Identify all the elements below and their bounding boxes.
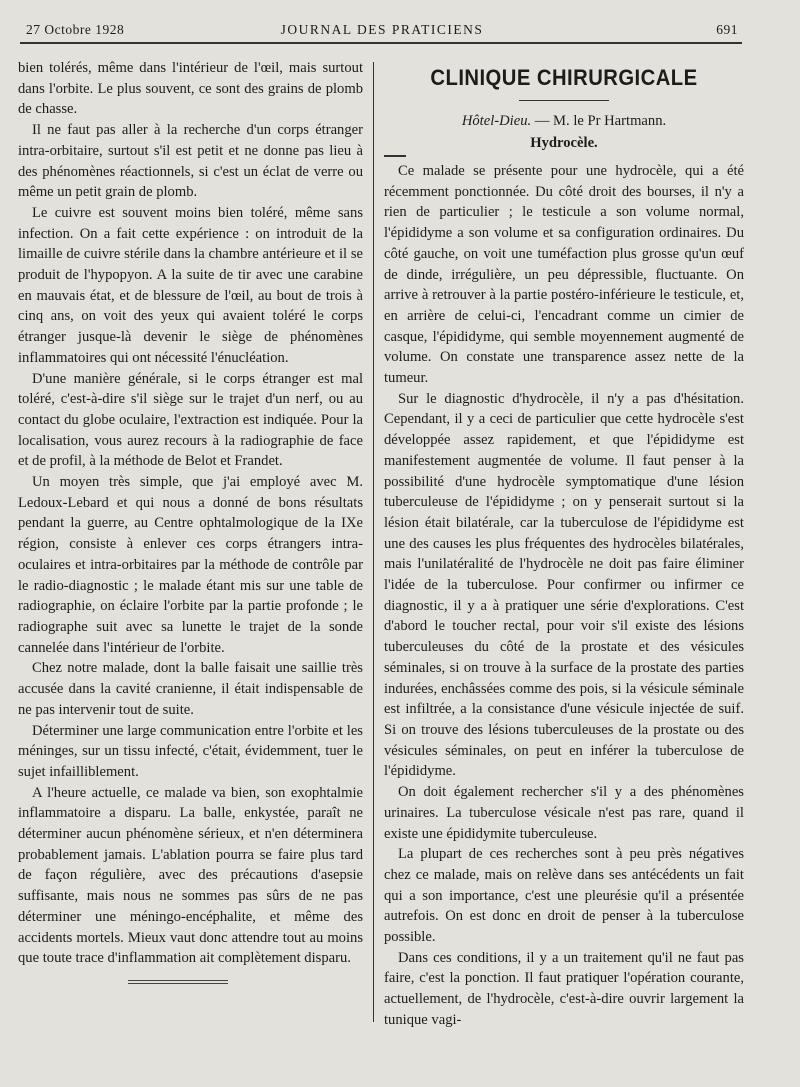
byline-place: Hôtel-Dieu. [461,113,532,129]
header-rule [20,42,742,44]
right-column [384,58,744,1078]
paragraph: Sur le diagnostic d'hydrocèle, il n'y a pas d'hésitation. Cependant, il y a ceci de particulier que cette hydrocèle s'est développée assez rapidement, et que l'épididyme est manifestement augmentée de volume. Il faut penser à la possibilité d'une hydrocèle symptomatique d'une lésion tuberculeuse de l'épididyme ; on y penserait surtout si la lésion était bilatérale, car la tuberculose de l'épididyme est une des causes les plus fréquentes des hydrocèles bilatérales, mais l'unilatéralité de l'hydrocèle ne doit pas faire éliminer l'idée de la tuberculose. Pour confirmer ou infirmer ce diagnostic, il y a à pratiquer une série d'explorations. C'est d'abord le toucher rectal, pour voir s'il existe des lésions tuberculeuses du côté de la prostate et des vésicules séminales, si on trouve à la surface de la prostate des parties indurées, enchâssées comme des pois, si la vésicule séminale est infiltrée, a la consistance d'une vésicule injectée de suif. Si on trouve des lésions tuberculeuses de la prostate ou des vésicules séminales, on peut en inférer la tuberculose de l'épididyme. [384,390,744,780]
paragraph: Chez notre malade, dont la balle faisait une saillie très accusée dans la cavité cranienne, il était indispensable de ne pas intervenir tout de suite. [18,660,363,718]
title-rule [519,100,609,101]
article-end-rule [128,980,228,984]
journal-title: JOURNAL DES PRATICIENS [280,22,484,37]
paragraph: La plupart de ces recherches sont à peu près négatives chez ce malade, mais on relève dans ses antécédents un fait qui a son importance, c'est une pleurésie qu'il a présentée autrefois. On est donc en droit de penser à la tuberculose possible. [384,846,744,946]
paragraph: D'une manière générale, si le corps étranger est mal toléré, c'est-à-dire s'il siège sur le trajet d'un nerf, ou au contact du globe oculaire, l'extraction est indiquée. Pour la localisation, vous aurez recours à la radiographie de face et de profil, à la méthode de Belot et Frandet. [18,370,363,470]
paragraph: Déterminer une large communication entre l'orbite et les méninges, sur un tissu infecté, c'était, évidemment, tuer le sujet infailliblement. [18,722,363,780]
paragraph: Ce malade se présente pour une hydrocèle, qui a été récemment ponctionnée. Du côté droit des bourses, il n'y a rien de particulier ; le testicule a son volume normal, l'épididyme a son volume et sa configuration ordinaires. Du côté gauche, on voit une tuméfaction plus grosse qu'un œuf de dinde, irrégulière, un peu dépressible, fluctuante. On arrive à retrouver à la partie postéro-inférieure le testicule, et, en arrière de celui-ci, l'encadrant comme un cimier de casque, l'épididyme, qui semble moyennement augmenté de volume. On constate une transparence assez nette de la tumeur. [384,163,744,387]
paragraph: Le cuivre est souvent moins bien toléré, même sans infection. On a fait cette expérience : on introduit de la limaille de cuivre stérile dans la chambre antérieure et il se produit de l'hypopyon. A la suite de tir avec une carabine en mauvais état, et de blessure de l'œil, au bout de trois à cinq ans, on voit des yeux qui avaient toléré le corps étranger jusque-là devenir le siège de phénomènes inflammatoires qui ont nécessité l'énucléation. [18,204,363,366]
column-divider [373,62,374,1022]
running-header [26,20,738,42]
paragraph: Dans ces conditions, il y a un traitement qu'il ne faut pas faire, c'est la ponction. Il faut pratiquer l'opération courante, actuellement, de l'hydrocèle, c'est-à-dire ouvrir largement la tunique vagi- [384,949,744,1028]
subtitle-dash [384,155,406,157]
page-number: 691 [716,22,738,37]
byline-author: — M. le Pr Hartmann. [534,113,667,129]
paragraph: A l'heure actuelle, ce malade va bien, son exophtalmie inflammatoire a disparu. La balle, enkystée, paraît ne déterminer aucun phénomène sérieux, et n'en déterminera probablement jamais. L'ablation pourra se faire plus tard de façon régulière, avec des précautions d'asepsie suffisante, mais nous ne sommes pas sûrs de ne pas déterminer une méningo-encéphalite, et même des accidents mortels. Mieux vaut donc attendre tout au moins que toute trace d'inflammation ait complètement disparu. [18,784,363,967]
section-title: CLINIQUE CHIRURGICALE [430,65,698,90]
paragraph: Il ne faut pas aller à la recherche d'un corps étranger intra-orbitaire, surtout s'il est petit et ne donne pas lieu à des phénomènes réactionnels, si c'est un éclat de verre ou même un petit grain de plomb. [18,122,363,201]
paragraph: bien tolérés, même dans l'intérieur de l'œil, mais surtout dans l'orbite. Le plus souvent, ce sont des grains de plomb de chasse. [18,60,363,118]
article-subtitle: Hydrocèle. [530,135,598,151]
paragraph: Un moyen très simple, que j'ai employé avec M. Ledoux-Lebard et qui nous a donné de bons résultats pendant la guerre, au Centre ophtalmologique de la IXe région, consiste à enlever ces corps étrangers intra-oculaires et intra-orbitaires par la méthode de contrôle par le radio-diagnostic ; le malade étant mis sur une table de radiographie, on éclaire l'orbite par la partie profonde ; le radiographe suit avec sa lunette le trajet de la sonde cannelée dans l'intérieur de l'orbite. [18,474,363,656]
byline [384,111,744,131]
issue-date: 27 Octobre 1928 [26,22,125,37]
paragraph: On doit également rechercher s'il y a des phénomènes urinaires. La tuberculose vésicale n'est pas rare, quand il existe une épididymite tuberculeuse. [384,784,744,842]
left-column [18,58,363,1018]
